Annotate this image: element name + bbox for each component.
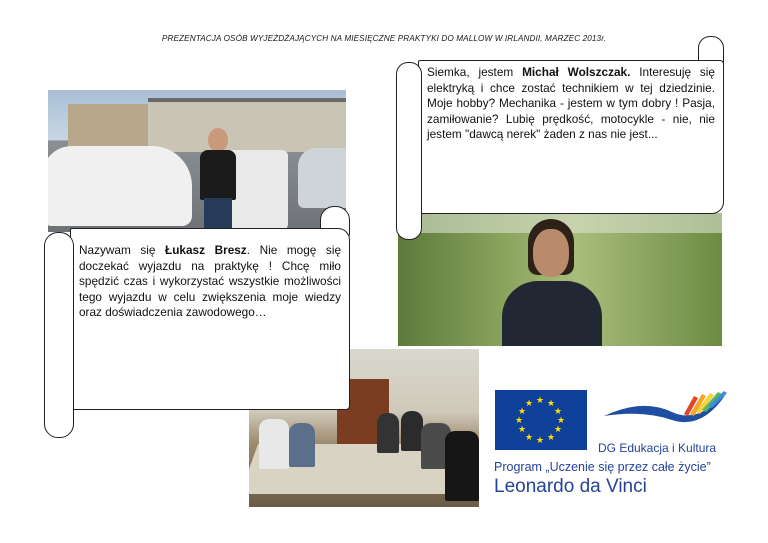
leonardo-label: Leonardo da Vinci [494, 476, 647, 497]
photo-portrait-forest [398, 213, 722, 346]
dg-label: DG Edukacja i Kultura [598, 441, 717, 455]
name-lukasz: Łukasz Bresz [165, 243, 247, 257]
scroll-banner-lukasz [70, 228, 350, 410]
program-label: Program „Uczenie się przez całe życie” [494, 460, 711, 474]
name-michal: Michał Wolszczak. [522, 65, 631, 79]
eu-flag-icon: ★ ★ ★ ★ ★ ★ ★ ★ ★ ★ ★ ★ [495, 390, 587, 450]
bio-lukasz: Nazywam się Łukasz Bresz. Nie mogę się doczekać wyjazdu na praktykę ! Chcę miło spędzić czas i wykorzystać wszystkie możliwości tego wyjazdu w celu zwiększenia moje wiedzy oraz doświadczenia zawodowego… [79, 243, 342, 319]
leonardo-swoosh-icon [602, 390, 728, 436]
bio-michal: Siemka, jestem Michał Wolszczak. Interesuję się elektryką i chce zostać technikiem w tej dziedzinie. Moje hobby? Mechanika - jestem w tym dobry ! Pasja, zamiłowanie? Lubię prędkość, motocykle - nie, nie jestem "dawcą nerek" żaden z nas nie jest... [427, 65, 715, 141]
page-title: PREZENTACJA OSÓB WYJEŻDŻAJĄCYCH NA MIESIĘCZNE PRAKTYKI DO MALLOW W IRLANDII, MARZEC 2013r. [161, 34, 607, 43]
scroll-banner-michal [418, 60, 724, 214]
scroll-roll-side [396, 62, 422, 240]
photo-man-by-car [48, 90, 346, 232]
scroll-roll-side [44, 232, 74, 438]
